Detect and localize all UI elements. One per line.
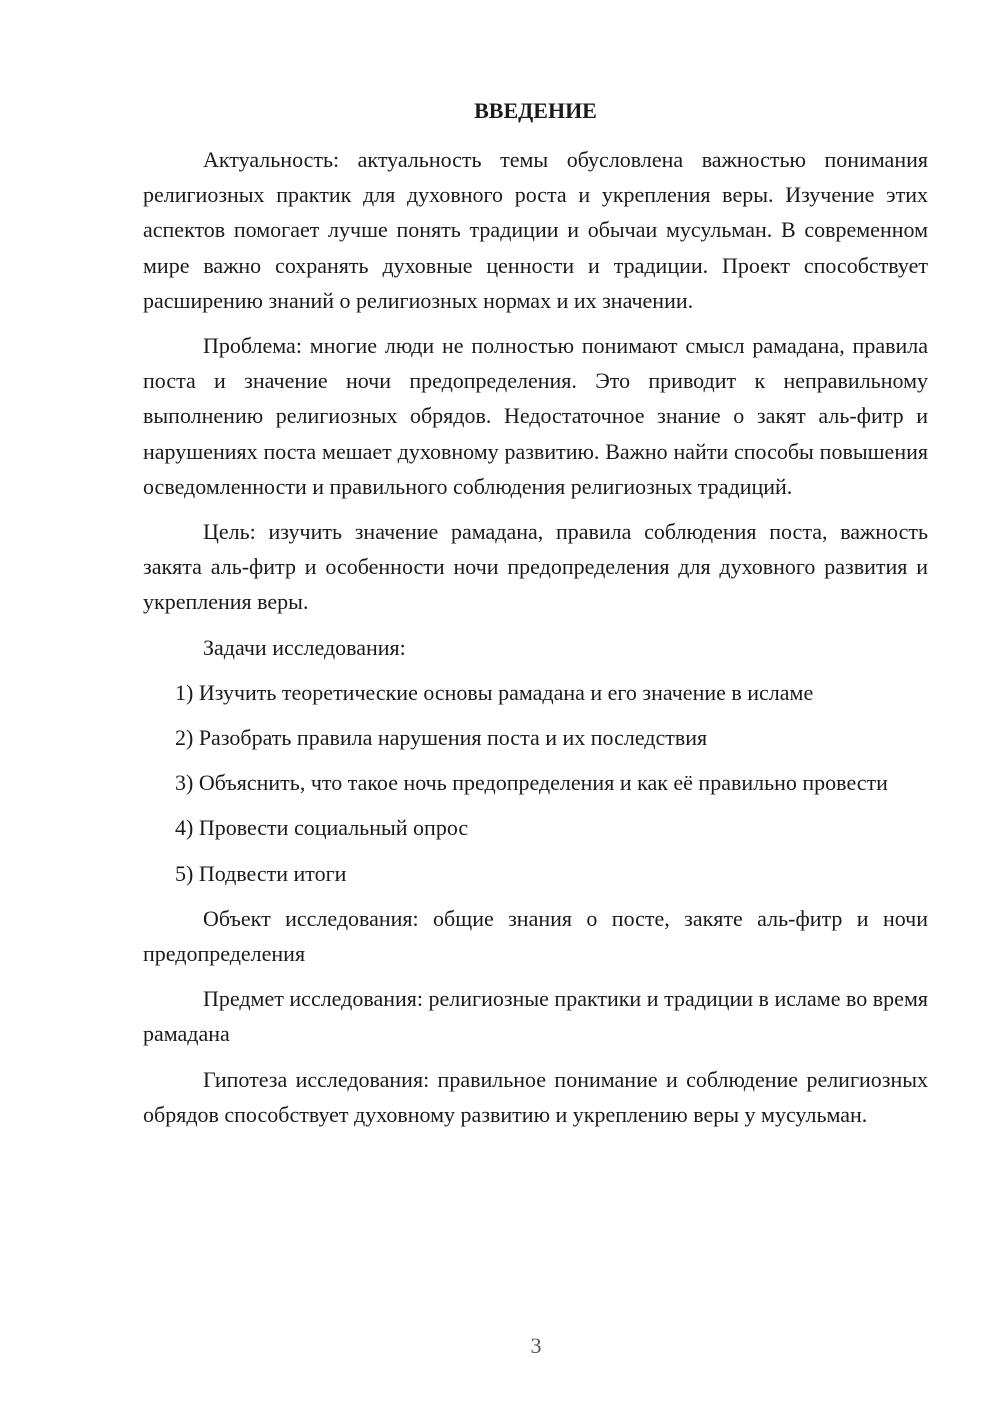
task-item-5: 5) Подвести итоги [175,860,347,886]
task-item-3: 3) Объяснить, что такое ночь предопределения и как её правильно провести [175,770,888,796]
document-page [143,96,928,1142]
paragraph-problem: Проблема: многие люди не полностью понимают смысл рамадана, правила поста и значение ночи предопределения. Это приводит к неправильному выполнению религиозных обрядов. Недостаточное знание о закят аль-фитр и нарушениях поста мешает духовному развитию. Важно найти способы повышения осведомленности и правильного соблюдения религиозных традиций. [143,333,928,499]
paragraph-object: Объект исследования: общие знания о посте, закяте аль-фитр и ночи предопределения [143,905,928,967]
task-item-4: 4) Провести социальный опрос [175,815,469,841]
page-number: 3 [530,1333,542,1358]
task-item-1: 1) Изучить теоретические основы рамадана и его значение в исламе [175,679,814,705]
paragraph-hypothesis: Гипотеза исследования: правильное понимание и соблюдение религиозных обрядов способствует духовному развитию и укреплению веры у мусульман. [143,1066,928,1127]
task-item-2: 2) Разобрать правила нарушения поста и их последствия [175,725,708,751]
paragraph-subject: Предмет исследования: религиозные практики и традиции в исламе во время рамадана [143,986,928,1047]
paragraph-tasks-heading: Задачи исследования: [203,634,406,660]
paragraph-relevance: Актуальность: актуальность темы обусловлена важностью понимания религиозных практик для духовного роста и укрепления веры. Изучение этих аспектов помогает лучше понять традиции и обычаи мусульман. В современном мире важно сохранять духовные ценности и традиции. Проект способствует расширению знаний о религиозных нормах и их значении. [143,147,928,313]
paragraph-goal: Цель: изучить значение рамадана, правила соблюдения поста, важность закята аль-фитр и особенности ночи предопределения для духовного развития и укрепления веры. [143,519,928,615]
section-title: ВВЕДЕНИЕ [474,98,597,123]
